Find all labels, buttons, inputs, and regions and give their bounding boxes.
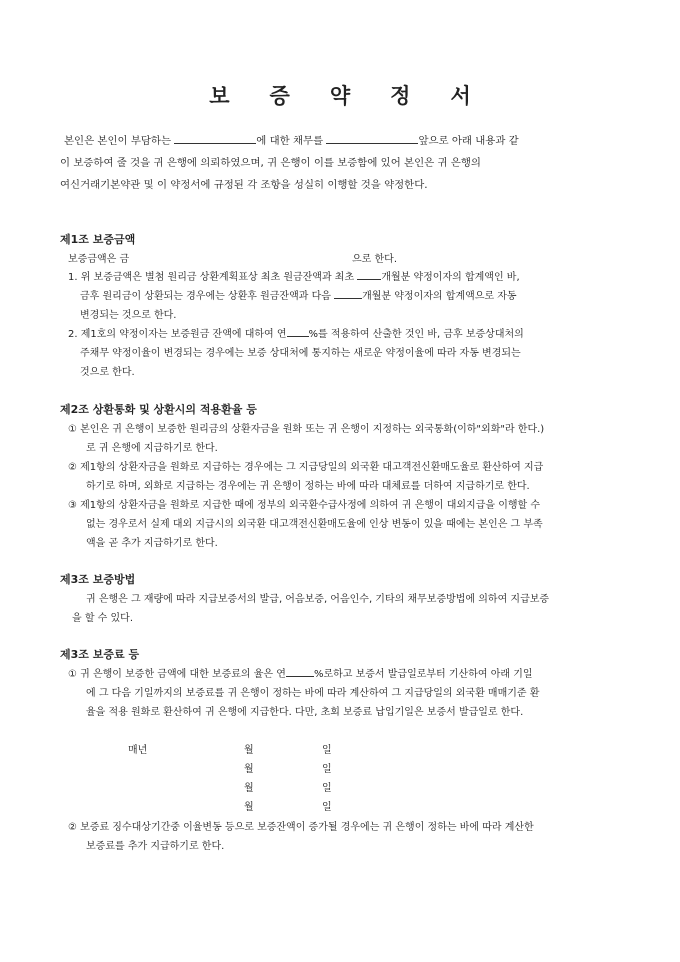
schedule-month: 월	[244, 745, 254, 756]
art2-para3-line2: 없는 경우로서 실제 대외 지급시의 외국환 대고객전신환매도율에 인상 변동이 있을 때에는 본인은 그 부족	[86, 519, 543, 530]
blank-field	[334, 288, 362, 299]
fee-para1-line1: ① 귀 은행이 보증한 금액에 대한 보증료의 율은 연 %로하고 보증서 발급일로부터 기산하여 아래 기일	[68, 665, 533, 680]
title-char: 증	[269, 83, 290, 108]
schedule-day: 일	[322, 802, 332, 813]
art2-para3-line3: 액을 곧 추가 지급하기로 한다.	[86, 538, 218, 549]
article-1-heading: 제1조 보증금액	[60, 233, 136, 246]
blank-field	[287, 326, 309, 337]
fee-para2-line2: 보증료를 추가 지급하기로 한다.	[86, 841, 225, 852]
art3-line2: 을 할 수 있다.	[72, 613, 134, 624]
art1-item1-line1: 1. 위 보증금액은 별첨 원리금 상환계획표상 최초 원금잔액과 최초 개월분 약정이자의 합계액인 바,	[68, 268, 520, 283]
art1-item2-line1: 2. 제1호의 약정이자는 보증원금 잔액에 대하여 연 %를 적용하여 산출한 것인 바, 금후 보증상대처의	[68, 325, 524, 340]
intro-line-2: 이 보증하여 줄 것을 귀 은행에 의뢰하였으며, 귀 은행이 이를 보증함에 있어 본인은 귀 은행의	[60, 157, 481, 169]
schedule-month: 월	[244, 764, 254, 775]
schedule-month: 월	[244, 783, 254, 794]
art1-item2-line2: 주채무 약정이율이 변경되는 경우에는 보증 상대처에 통지하는 새로운 약정이율에 따라 자동 변경되는	[80, 348, 521, 359]
article-fee-heading: 제3조 보증료 등	[60, 648, 140, 661]
intro-line-1: 본인은 본인이 부담하는 에 대한 채무를 앞으로 아래 내용과 같	[64, 135, 519, 147]
schedule-yearly-label: 매년	[128, 745, 148, 756]
schedule-day: 일	[322, 764, 332, 775]
art1-item1-line2: 금후 원리금이 상환되는 경우에는 상환후 원금잔액과 다음 개월분 약정이자의 합계액으로 자동	[80, 287, 517, 302]
art2-para2-line2: 하기로 하며, 외화로 지급하는 경우에는 귀 은행이 정하는 바에 따라 대체료를 더하여 지급하기로 한다.	[86, 481, 530, 492]
art2-para1-line2: 로 귀 은행에 지급하기로 한다.	[86, 443, 218, 454]
art2-para3-line1: ③ 제1항의 상환자금을 원화로 지급한 때에 정부의 외국환수급사정에 의하여 귀 은행이 대외지급을 이행할 수	[68, 500, 541, 511]
art1-item1-line3: 변경되는 것으로 한다.	[80, 310, 177, 321]
blank-field	[286, 666, 314, 677]
article-2-heading: 제2조 상환통화 및 상환시의 적용환율 등	[60, 403, 257, 416]
art3-line1: 귀 은행은 그 재량에 따라 지급보증서의 발급, 어음보증, 어음인수, 기타의 채무보증방법에 의하여 지급보증	[86, 594, 550, 605]
art1-item2-line3: 것으로 한다.	[80, 367, 135, 378]
blank-field	[174, 133, 256, 144]
fee-para1-line2: 에 그 다음 기일까지의 보증료를 귀 은행이 정하는 바에 따라 계산하여 그 지급당일의 외국환 매매기준 환	[86, 688, 540, 699]
schedule-month: 월	[244, 802, 254, 813]
art2-para1-line1: ① 본인은 귀 은행이 보증한 원리금의 상환자금을 원화 또는 귀 은행이 지정하는 외국통화(이하"외화"라 한다.)	[68, 424, 545, 435]
blank-field	[357, 269, 381, 280]
schedule-day: 일	[322, 745, 332, 756]
title-char: 보	[209, 83, 230, 108]
guarantee-amount-label: 보증금액은 금	[68, 254, 130, 265]
title-char: 약	[329, 83, 351, 108]
article-3-heading: 제3조 보증방법	[60, 573, 136, 586]
fee-para1-line3: 율을 적용 원화로 환산하여 귀 은행에 지급한다. 다만, 초회 보증료 납입기일은 보증서 발급일로 한다.	[86, 707, 524, 718]
document-title	[0, 80, 680, 110]
title-char: 서	[450, 83, 471, 108]
schedule-day: 일	[322, 783, 332, 794]
blank-field	[326, 133, 418, 144]
fee-para2-line1: ② 보증료 징수대상기간중 이율변동 등으로 보증잔액이 증가될 경우에는 귀 은행이 정하는 바에 따라 계산한	[68, 822, 534, 833]
guarantee-amount-suffix: 으로 한다.	[352, 254, 397, 265]
title-char: 정	[390, 83, 411, 108]
art2-para2-line1: ② 제1항의 상환자금을 원화로 지급하는 경우에는 그 지급당일의 외국환 대고객전신환매도율로 환산하여 지급	[68, 462, 544, 473]
intro-line-3: 여신거래기본약관 및 이 약정서에 규정된 각 조항을 성실히 이행할 것을 약정한다.	[60, 179, 428, 191]
